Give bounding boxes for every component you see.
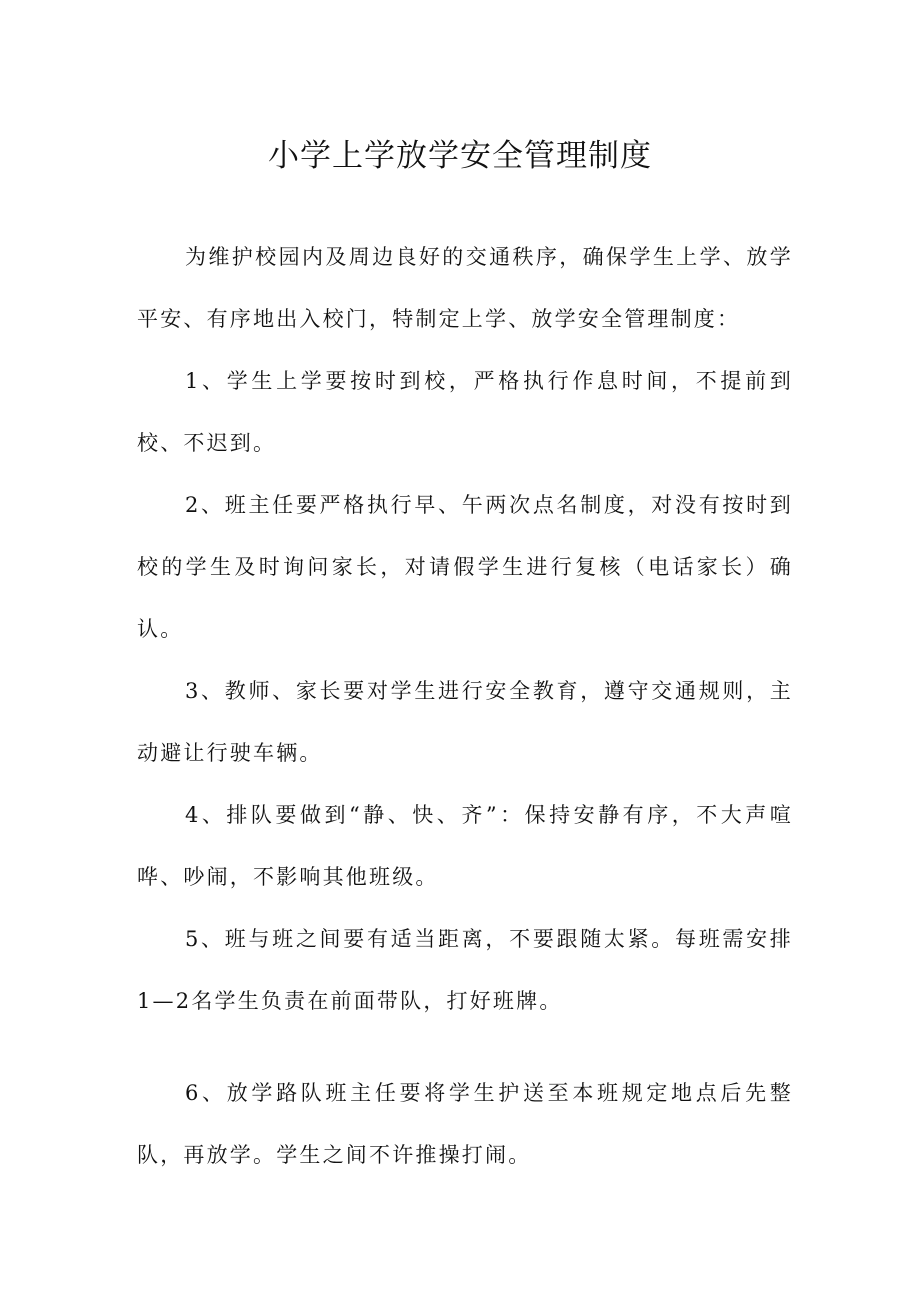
document-body (137, 226, 793, 1186)
paragraph-intro: 为维护校园内及周边良好的交通秩序，确保学生上学、放学平安、有序地出入校门，特制定上学、放学安全管理制度： (137, 245, 793, 331)
paragraph-rule-2: 2、班主任要严格执行早、午两次点名制度，对没有按时到校的学生及时询问家长，对请假学生进行复核（电话家长）确认。 (137, 493, 793, 641)
paragraph-rule-6: 6、放学路队班主任要将学生护送至本班规定地点后先整队，再放学。学生之间不许推操打闹。 (137, 1081, 793, 1167)
paragraph-rule-1: 1、学生上学要按时到校，严格执行作息时间，不提前到校、不迟到。 (137, 369, 793, 455)
paragraph-rule-5: 5、班与班之间要有适当距离，不要跟随太紧。每班需安排1—2名学生负责在前面带队，打好班牌。 (137, 927, 793, 1013)
paragraph-rule-4: 4、排队要做到“静、快、齐”：保持安静有序，不大声喧哗、吵闹，不影响其他班级。 (137, 803, 793, 889)
paragraph-rule-3: 3、教师、家长要对学生进行安全教育，遵守交通规则，主动避让行驶车辆。 (137, 679, 793, 765)
document-title: 小学上学放学安全管理制度 (268, 138, 652, 174)
